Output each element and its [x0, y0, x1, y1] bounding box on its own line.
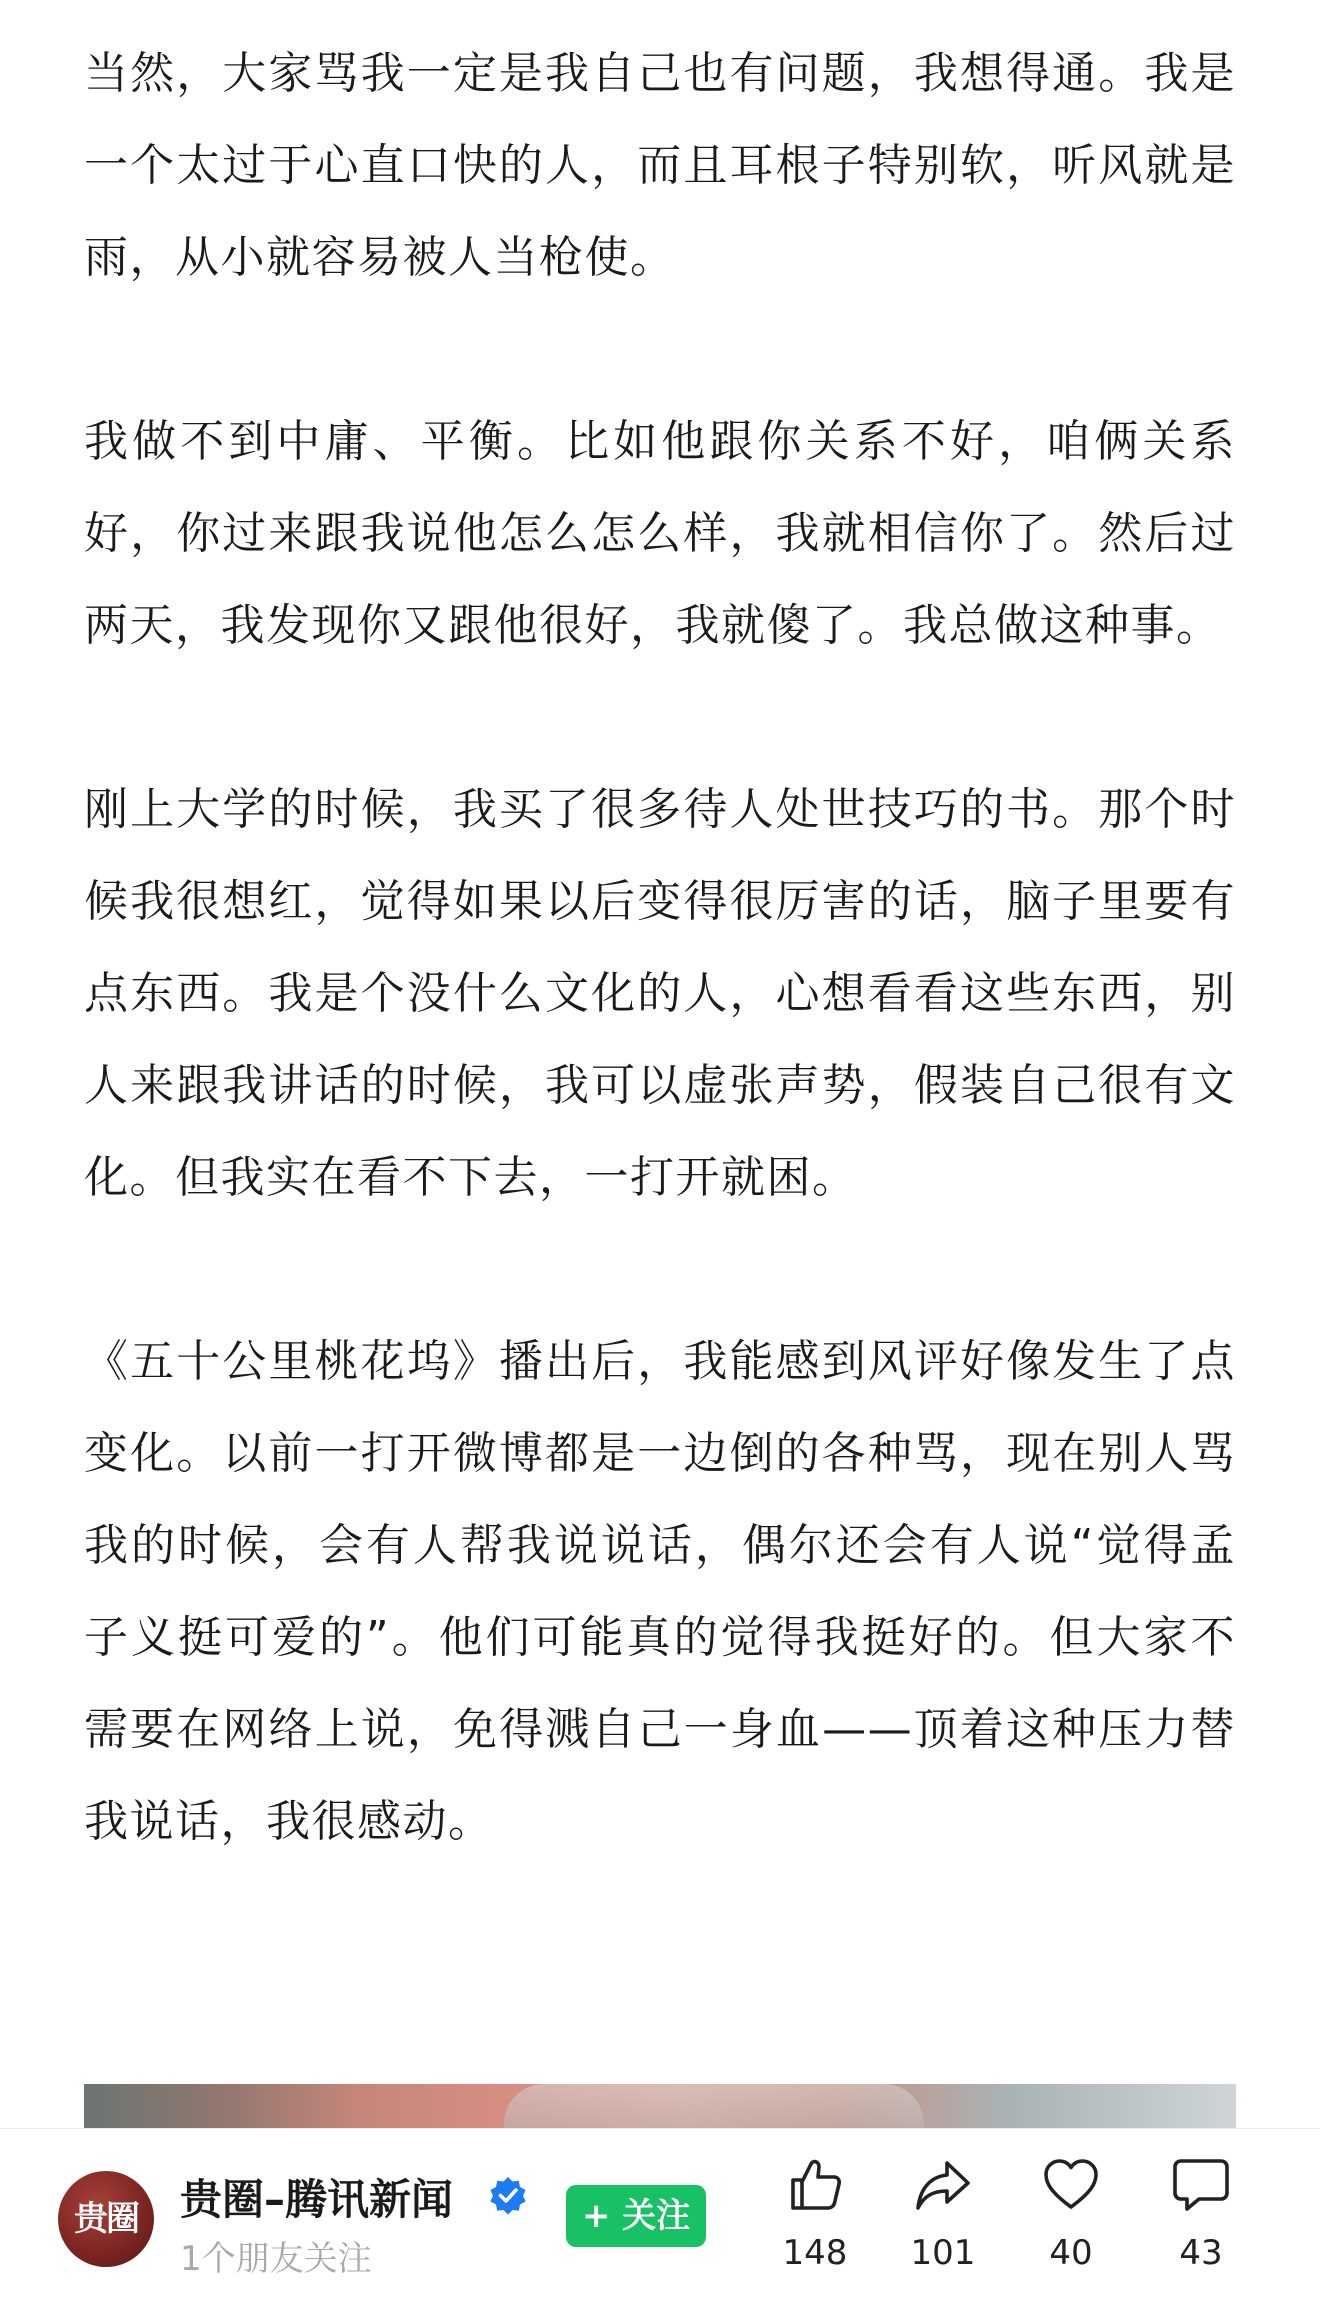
article-paragraph: 刚上大学的时候，我买了很多待人处世技巧的书。那个时候我很想红，觉得如果以后变得很厉害的话，脑子里要有点东西。我是个没什么文化的人，心想看看这些东西，别人来跟我讲话的时候，我可以虚张声势，假装自己很有文化。但我实在看不下去，一打开就困。	[84, 784, 1236, 1203]
thumbs-up-icon	[785, 2155, 845, 2215]
comment-button[interactable]	[1146, 2155, 1256, 2295]
article-paragraph: 当然，大家骂我一定是我自己也有问题，我想得通。我是一个太过于心直口快的人，而且耳根子特别软，听风就是雨，从小就容易被人当枪使。	[84, 48, 1236, 283]
article-image-detail	[504, 2084, 924, 2128]
article-image[interactable]	[84, 2084, 1236, 2128]
avatar-logo-text: 贵圈	[74, 2199, 138, 2239]
article-paragraph: 我做不到中庸、平衡。比如他跟你关系不好，咱俩关系好，你过来跟我说他怎么怎么样，我就相信你了。然后过两天，我发现你又跟他很好，我就傻了。我总做这种事。	[84, 416, 1236, 651]
article-paragraph: 《五十公里桃花坞》播出后，我能感到风评好像发生了点变化。以前一打开微博都是一边倒的各种骂，现在别人骂我的时候，会有人帮我说说话，偶尔还会有人说“觉得孟子义挺可爱的”。他们可能真的觉得我挺好的。但大家不需要在网络上说，免得溅自己一身血——顶着这种压力替我说话，我很感动。	[84, 1336, 1236, 1847]
article-body	[84, 28, 1236, 1960]
author-name[interactable]: 贵圈–腾讯新闻	[180, 2175, 454, 2224]
share-count: 101	[910, 2233, 976, 2273]
verified-check-icon	[488, 2175, 528, 2215]
comment-bubble-icon	[1171, 2155, 1231, 2215]
favorite-count: 40	[1049, 2233, 1093, 2273]
share-button[interactable]	[888, 2155, 998, 2295]
share-arrow-icon	[913, 2155, 973, 2215]
heart-icon	[1041, 2155, 1101, 2215]
like-count: 148	[782, 2233, 848, 2273]
author-action-bar	[0, 2128, 1320, 2317]
follow-button[interactable]: + 关注	[566, 2185, 706, 2247]
favorite-button[interactable]	[1016, 2155, 1126, 2295]
mutual-followers-text: 1个朋友关注	[180, 2239, 372, 2279]
avatar[interactable]	[58, 2171, 154, 2267]
like-button[interactable]	[760, 2155, 870, 2295]
comment-count: 43	[1179, 2233, 1223, 2273]
